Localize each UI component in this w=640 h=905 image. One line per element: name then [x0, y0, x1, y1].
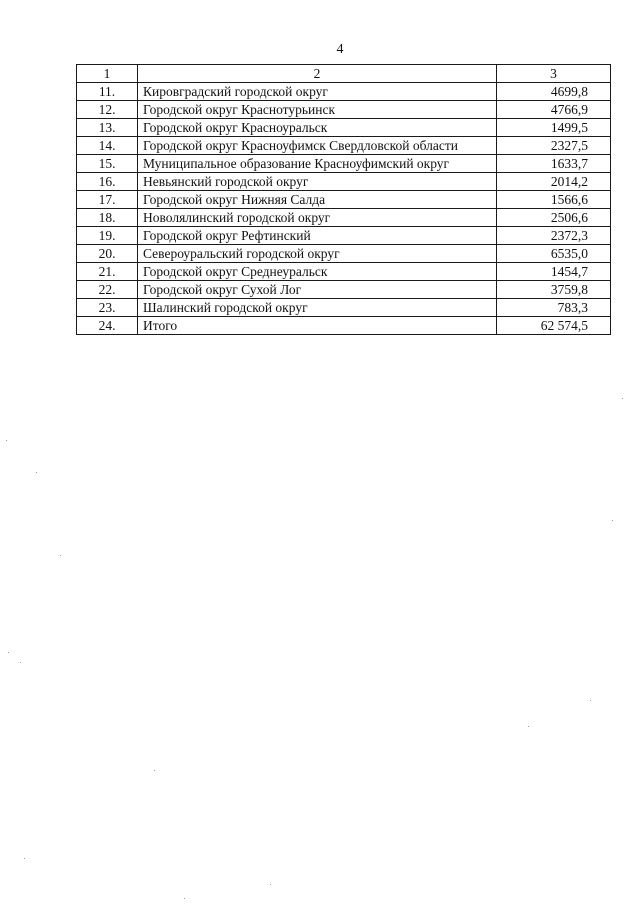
table-row — [77, 173, 611, 191]
scan-speck — [60, 555, 61, 556]
table-row — [77, 281, 611, 299]
row-name: Муниципальное образование Красноуфимский округ — [138, 155, 497, 173]
scan-speck — [20, 662, 21, 663]
row-name: Городской округ Нижняя Салда — [138, 191, 497, 209]
row-number: 15. — [77, 155, 138, 173]
scan-speck — [154, 770, 155, 771]
scan-speck — [612, 520, 613, 521]
row-value: 3759,8 — [497, 281, 611, 299]
row-number: 12. — [77, 101, 138, 119]
row-value: 4699,8 — [497, 83, 611, 101]
row-number: 13. — [77, 119, 138, 137]
row-name: Городской округ Красноуральск — [138, 119, 497, 137]
header-cell-2: 2 — [138, 65, 497, 83]
header-cell-3: 3 — [497, 65, 611, 83]
row-value: 2506,6 — [497, 209, 611, 227]
row-value: 6535,0 — [497, 245, 611, 263]
row-value: 62 574,5 — [497, 317, 611, 335]
table-row — [77, 245, 611, 263]
table-row — [77, 299, 611, 317]
row-number: 11. — [77, 83, 138, 101]
scan-speck — [36, 472, 37, 473]
table-row — [77, 191, 611, 209]
table-row — [77, 209, 611, 227]
row-number: 20. — [77, 245, 138, 263]
table-row — [77, 83, 611, 101]
row-number: 24. — [77, 317, 138, 335]
table-row — [77, 137, 611, 155]
row-number: 14. — [77, 137, 138, 155]
row-value: 2372,3 — [497, 227, 611, 245]
row-value: 1633,7 — [497, 155, 611, 173]
table-row — [77, 263, 611, 281]
scan-speck — [184, 898, 185, 899]
row-name: Городской округ Сухой Лог — [138, 281, 497, 299]
row-number: 23. — [77, 299, 138, 317]
row-name: Городской округ Рефтинский — [138, 227, 497, 245]
row-value: 1566,6 — [497, 191, 611, 209]
row-name: Городской округ Среднеуральск — [138, 263, 497, 281]
table-row — [77, 101, 611, 119]
table-row — [77, 227, 611, 245]
data-table — [76, 64, 611, 335]
row-number: 16. — [77, 173, 138, 191]
row-value: 1499,5 — [497, 119, 611, 137]
row-value: 4766,9 — [497, 101, 611, 119]
row-number: 22. — [77, 281, 138, 299]
row-name: Шалинский городской округ — [138, 299, 497, 317]
table-header-row — [77, 65, 611, 83]
row-value: 2014,2 — [497, 173, 611, 191]
scan-speck — [8, 652, 9, 653]
row-value: 1454,7 — [497, 263, 611, 281]
row-name: Невьянский городской округ — [138, 173, 497, 191]
row-value: 2327,5 — [497, 137, 611, 155]
table-row-total — [77, 317, 611, 335]
row-number: 17. — [77, 191, 138, 209]
row-name: Городской округ Краснотурьинск — [138, 101, 497, 119]
row-name: Итого — [138, 317, 497, 335]
scan-speck — [622, 398, 623, 399]
header-cell-1: 1 — [77, 65, 138, 83]
row-value: 783,3 — [497, 299, 611, 317]
scan-speck — [6, 440, 7, 441]
table-row — [77, 155, 611, 173]
row-number: 18. — [77, 209, 138, 227]
page-number: 4 — [336, 42, 344, 57]
row-name: Североуральский городской округ — [138, 245, 497, 263]
table-row — [77, 119, 611, 137]
scan-speck — [270, 884, 271, 885]
row-name: Городской округ Красноуфимск Свердловской области — [138, 137, 497, 155]
scan-speck — [24, 858, 25, 859]
row-number: 21. — [77, 263, 138, 281]
row-name: Новолялинский городской округ — [138, 209, 497, 227]
scan-speck — [528, 726, 529, 727]
row-number: 19. — [77, 227, 138, 245]
scan-speck — [590, 700, 591, 701]
row-name: Кировградский городской округ — [138, 83, 497, 101]
